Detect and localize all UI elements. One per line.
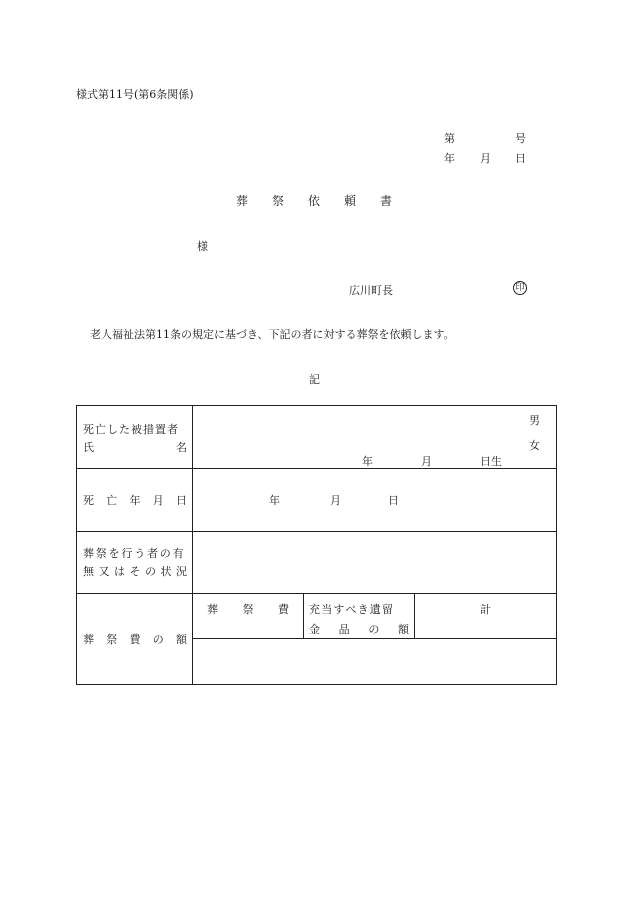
- row2-label-char: 年: [129, 494, 141, 507]
- table-divider: [77, 531, 556, 532]
- birth-day: 日生: [480, 455, 502, 468]
- table-divider: [303, 593, 304, 638]
- ki-heading: 記: [309, 373, 320, 386]
- row3-label: [83, 545, 192, 579]
- col-total-header: 計: [480, 603, 491, 616]
- title-char: 頼: [343, 194, 356, 208]
- date-line: [444, 150, 526, 164]
- cost-char: 祭: [242, 603, 254, 616]
- col-funeral-cost-header: [207, 601, 289, 617]
- seal-mark: [513, 281, 527, 295]
- sender-name: 広川町長: [349, 284, 393, 297]
- row4-label-char: 額: [176, 633, 187, 646]
- estate-char: の: [368, 623, 380, 636]
- reference-number-line: [444, 130, 526, 146]
- death-day: 日: [388, 494, 399, 507]
- sex-male: 男: [529, 414, 540, 427]
- ref-go: 号: [515, 132, 526, 145]
- title-char: 祭: [271, 194, 284, 208]
- document-title: [236, 192, 392, 209]
- estate-char: 品: [338, 623, 350, 636]
- table-divider: [192, 638, 556, 639]
- cost-char: 葬: [207, 603, 218, 616]
- row3-label-line2: 無又はその状況: [83, 565, 192, 578]
- row4-label-char: 祭: [106, 633, 118, 646]
- seal-text: 印: [515, 283, 525, 293]
- estate-char: 金: [309, 623, 320, 636]
- row1-label-shi: 氏: [83, 441, 94, 454]
- row2-label: [83, 492, 187, 508]
- row4-label-char: の: [152, 633, 164, 646]
- date-day: 日: [515, 152, 526, 165]
- ref-dai: 第: [444, 132, 455, 145]
- row1-label-mei: 名: [176, 441, 187, 454]
- col-estate-line2: [309, 621, 409, 637]
- form-number: 様式第11号(第6条関係): [76, 88, 194, 101]
- table-divider: [192, 406, 193, 684]
- row2-label-char: 死: [83, 494, 94, 507]
- col-estate-header: [309, 601, 409, 637]
- row4-label-char: 費: [129, 633, 141, 646]
- estate-char: 額: [397, 623, 409, 636]
- title-char: 葬: [236, 194, 249, 208]
- row1-label: [83, 421, 187, 455]
- date-year: 年: [444, 152, 455, 165]
- cost-char: 費: [278, 603, 289, 616]
- sex-female: 女: [529, 439, 540, 452]
- row2-label-char: 亡: [106, 494, 118, 507]
- title-char: 書: [379, 194, 392, 208]
- row1-label-line2: [83, 439, 187, 455]
- row4-label-char: 葬: [83, 633, 94, 646]
- date-month: 月: [480, 152, 491, 165]
- table-divider: [414, 593, 415, 638]
- addressee-honorific: 様: [197, 240, 208, 253]
- row2-label-char: 月: [152, 494, 164, 507]
- table-divider: [77, 593, 556, 594]
- col-estate-line1: 充当すべき遺留: [309, 603, 395, 616]
- birth-month: 月: [421, 455, 432, 468]
- row2-label-char: 日: [176, 494, 187, 507]
- body-text: 老人福祉法第11条の規定に基づき、下記の者に対する葬祭を依頼します。: [90, 328, 455, 341]
- death-year: 年: [269, 494, 280, 507]
- row1-label-line1: 死亡した被措置者: [83, 423, 179, 436]
- death-month: 月: [330, 494, 341, 507]
- row4-label: [83, 631, 187, 647]
- birth-year: 年: [362, 455, 373, 468]
- row3-label-line1: 葬祭を行う者の有: [83, 547, 186, 560]
- title-char: 依: [307, 194, 320, 208]
- form-table: [76, 405, 557, 685]
